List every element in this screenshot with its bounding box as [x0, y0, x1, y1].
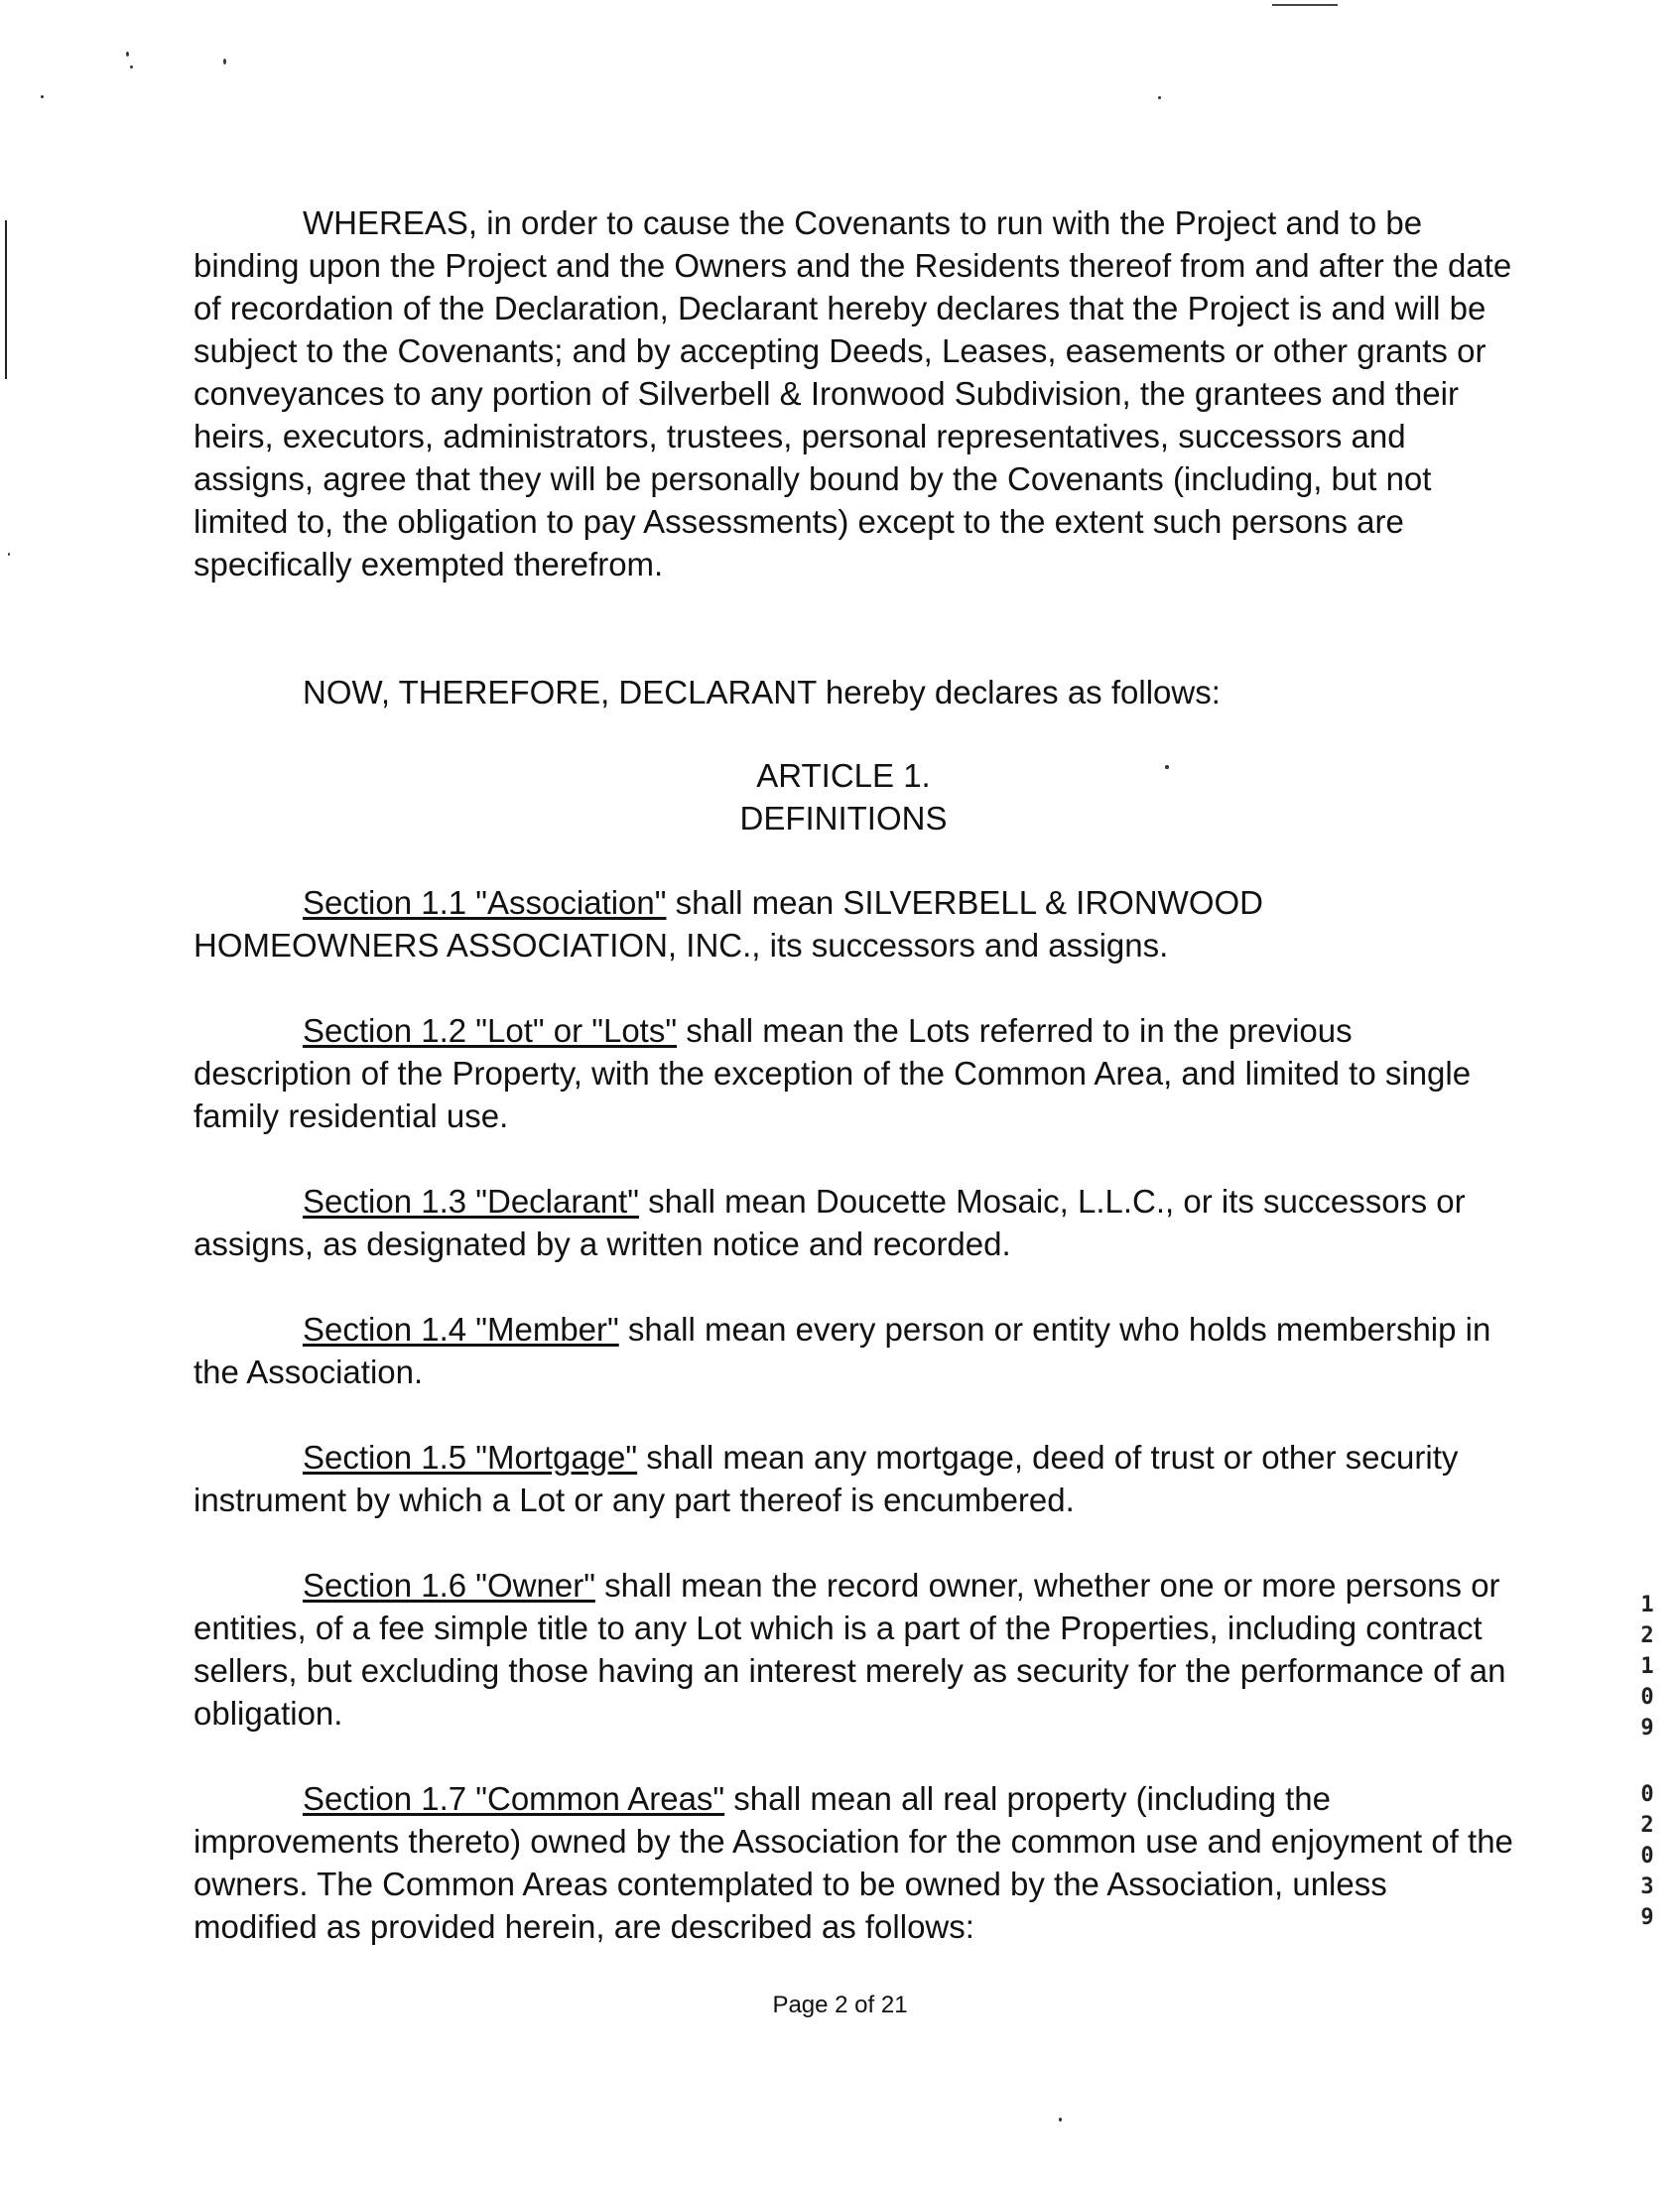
- margin-bar: [5, 220, 7, 379]
- section-heading: Section 1.6 "Owner": [303, 1567, 595, 1604]
- section-heading: Section 1.2 "Lot" or "Lots": [303, 1012, 678, 1049]
- stamp-digit: 0: [1640, 1782, 1654, 1807]
- recording-number-stamp: [1634, 1590, 1660, 1933]
- section-1-5: [194, 1436, 1513, 1521]
- stamp-digit: 1: [1640, 1654, 1654, 1679]
- scan-speck: [41, 95, 44, 98]
- section-1-3: [194, 1180, 1513, 1265]
- section-text: shall mean any mortgage, deed of trust or other security instrument by which a Lot or any part thereof is encumbered.: [194, 1439, 1459, 1518]
- section-1-7: [194, 1777, 1513, 1948]
- section-text: shall mean all real property (including the improvements thereto) owned by the Association for the common use and enjoyment of the owners. The Common Areas contemplated to be owned by the Association, unless modified as provided herein, are described as follows:: [194, 1780, 1513, 1945]
- section-heading: Section 1.3 "Declarant": [303, 1183, 639, 1220]
- article-heading: [595, 754, 1092, 839]
- section-text: shall mean SILVERBELL & IRONWOOD HOMEOWNERS ASSOCIATION, INC., its successors and assigns.: [194, 884, 1263, 964]
- section-1-4: [194, 1308, 1513, 1393]
- stamp-digit: 2: [1640, 1813, 1654, 1838]
- section-1-1: [194, 881, 1513, 967]
- stamp-digit: 0: [1640, 1844, 1654, 1869]
- stamp-digit: 3: [1640, 1874, 1654, 1899]
- scan-speck: [130, 65, 133, 68]
- section-text: shall mean Doucette Mosaic, L.L.C., or its successors or assigns, as designated by a written notice and recorded.: [194, 1183, 1466, 1262]
- scan-speck: [1158, 96, 1161, 99]
- stamp-digit: 9: [1640, 1905, 1654, 1930]
- section-heading: Section 1.7 "Common Areas": [303, 1780, 725, 1817]
- whereas-paragraph: WHEREAS, in order to cause the Covenants to run with the Project and to be binding upon the Project and the Owners and the Residents thereof from and after the date of recordation of the Declaration, Declarant hereby declares that the Project is and will be subject to the Covenants; and by accepting Deeds, Leases, easements or other grants or conveyances to any portion of Silverbell & Ironwood Subdivision, the grantees and their heirs, executors, administrators, trustees, personal representatives, successors and assigns, agree that they will be personally bound by the Covenants (including, but not limited to, the obligation to pay Assessments) except to the extent such persons are specifically exempted therefrom.: [194, 204, 1512, 582]
- section-1-2: [194, 1009, 1513, 1137]
- section-text: shall mean the Lots referred to in the previous description of the Property, with the exception of the Common Area, and limited to single family residential use.: [194, 1012, 1472, 1134]
- whereas-clause: [194, 201, 1513, 585]
- section-heading: Section 1.1 "Association": [303, 884, 667, 921]
- now-therefore-paragraph: NOW, THEREFORE, DECLARANT hereby declares as follows:: [303, 674, 1221, 710]
- scan-speck: [223, 59, 226, 65]
- section-1-6: [194, 1564, 1513, 1735]
- page-footer: Page 2 of 21: [772, 1992, 908, 2018]
- section-text: shall mean every person or entity who holds membership in the Association.: [194, 1311, 1491, 1390]
- scan-speck: [1059, 2118, 1062, 2122]
- scan-mark: [1272, 4, 1338, 6]
- section-heading: Section 1.4 "Member": [303, 1311, 619, 1348]
- stamp-digit: 0: [1640, 1685, 1654, 1710]
- now-therefore-clause: [194, 671, 1513, 713]
- scan-speck: [1165, 765, 1169, 769]
- stamp-digit: 1: [1640, 1593, 1654, 1617]
- article-number: ARTICLE 1.: [756, 757, 931, 794]
- section-heading: Section 1.5 "Mortgage": [303, 1439, 638, 1476]
- scan-speck: [126, 52, 129, 57]
- stamp-digit: 2: [1640, 1623, 1654, 1648]
- article-title: DEFINITIONS: [739, 800, 948, 837]
- section-text: shall mean the record owner, whether one or more persons or entities, of a fee simple title to any Lot which is a part of the Properties, including contract sellers, but excluding those having an interest merely as security for the performance of an obligation.: [194, 1567, 1506, 1732]
- scan-speck: [8, 553, 10, 556]
- stamp-digit: 9: [1640, 1716, 1654, 1741]
